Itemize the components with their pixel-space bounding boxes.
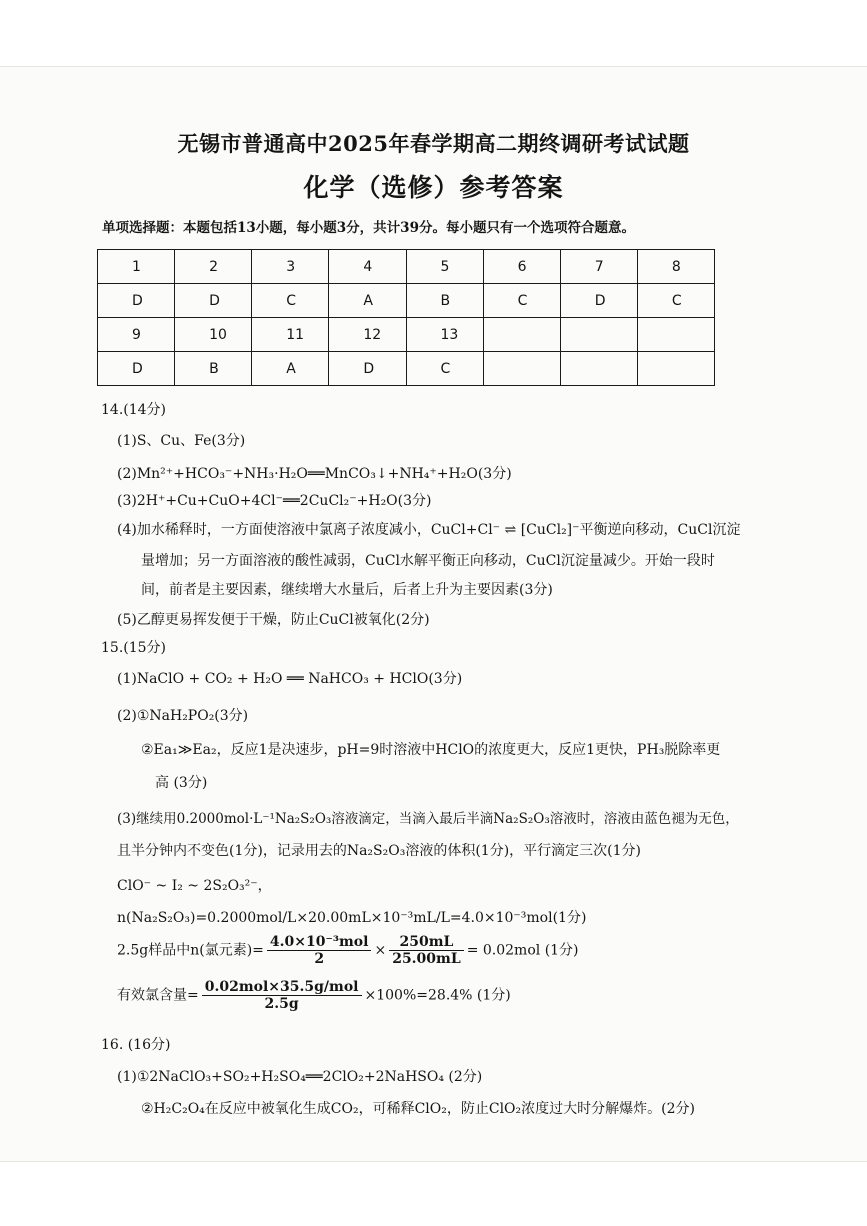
q14-answer-1: (1)S、Cu、Fe(3分) [117, 433, 246, 449]
question-number-cell [560, 250, 637, 284]
question-number-cell [252, 318, 329, 352]
fraction-1 [267, 934, 372, 967]
q14-answer-2: (2)Mn²⁺+HCO₃⁻+NH₃·H₂O══MnCO₃↓+NH₄⁺+H₂O(3分) [117, 466, 512, 482]
cell-text: 4 [363, 258, 373, 275]
question-number-cell [175, 318, 252, 352]
q15-heading: 15.(15分) [101, 640, 167, 656]
answer-row [98, 284, 715, 318]
cell-text: 5 [440, 258, 450, 275]
fraction-2-denominator: 25.00mL [392, 951, 461, 967]
answer-cell [406, 352, 483, 386]
cell-text: 8 [671, 258, 681, 275]
cell-text: 13 [440, 326, 459, 343]
exam-title: 无锡市普通高中2025年春学期高二期终调研考试试题 [177, 131, 690, 156]
q15-ratio: ClO⁻ ~ I₂ ~ 2S₂O₃²⁻， [117, 878, 272, 894]
cell-text: 1 [132, 258, 141, 275]
question-number-cell [560, 318, 637, 352]
cell-text: 12 [363, 326, 382, 343]
q15-answer-2-1: (2)①NaH₂PO₂(3分) [117, 708, 249, 724]
cell-text: D [132, 360, 143, 377]
section-intro: 单项选择题：本题包括13小题，每小题3分，共计39分。每小题只有一个选项符合题意。 [102, 220, 635, 236]
cell-text: C [440, 360, 451, 377]
q15-answer-2-2-line2: 高 (3分) [155, 775, 208, 791]
cell-text: A [363, 292, 373, 309]
q15-chlorine-moles [117, 934, 579, 967]
answer-cell [175, 284, 252, 318]
answer-cell [252, 352, 329, 386]
fraction-2 [389, 934, 464, 967]
question-number-cell [406, 318, 483, 352]
cell-text: B [440, 292, 451, 309]
answer-cell [329, 284, 406, 318]
question-number-row [98, 318, 715, 352]
question-number-cell [637, 250, 714, 284]
q14-answer-4-line3: 间，前者是主要因素，继续增大水量后，后者上升为主要因素(3分) [141, 582, 553, 598]
cell-text: 9 [132, 326, 141, 343]
question-number-cell [483, 250, 560, 284]
question-number-cell [252, 250, 329, 284]
cell-text: 10 [209, 326, 227, 343]
effective-chlorine-label: 有效氯含量= [117, 987, 199, 1004]
question-number-cell [329, 250, 406, 284]
chlorine-moles-label: 2.5g样品中n(氯元素)= [117, 942, 264, 959]
question-number-cell [98, 318, 175, 352]
q14-heading: 14.(14分) [101, 402, 167, 418]
q14-answer-4-line1: (4)加水稀释时，一方面使溶液中氯离子浓度减小，CuCl+Cl⁻ ⇌ [CuCl₂]⁻平衡逆向移动，CuCl沉淀 [117, 522, 741, 538]
cell-text: A [286, 360, 296, 377]
answer-cell [483, 352, 560, 386]
cell-text: 7 [594, 258, 604, 275]
cell-text: D [132, 292, 143, 309]
question-number-cell [329, 318, 406, 352]
q14-answer-5: (5)乙醇更易挥发便于干燥，防止CuCl被氧化(2分) [117, 612, 430, 628]
cell-text: 11 [286, 326, 305, 343]
q15-answer-2-2-line1: ②Ea₁≫Ea₂，反应1是决速步，pH=9时溶液中HClO的浓度更大，反应1更快，PH₃脱除率更 [141, 742, 721, 758]
cell-text: C [517, 292, 528, 309]
question-number-cell [406, 250, 483, 284]
cell-text: C [286, 292, 297, 309]
question-number-cell [175, 250, 252, 284]
chlorine-moles-result: = 0.02mol (1分) [466, 942, 579, 959]
cell-text: 3 [286, 258, 296, 275]
effective-chlorine-result: ×100%=28.4% (1分) [364, 987, 511, 1004]
cell-text: D [363, 360, 375, 377]
cell-text: D [209, 292, 220, 309]
answer-key-title: 化学（选修）参考答案 [303, 173, 564, 202]
answer-cell [98, 284, 175, 318]
answer-row [98, 352, 715, 386]
answer-cell [329, 352, 406, 386]
q14-answer-3: (3)2H⁺+Cu+CuO+4Cl⁻══2CuCl₂⁻+H₂O(3分) [117, 493, 432, 509]
q15-answer-1: (1)NaClO + CO₂ + H₂O ══ NaHCO₃ + HClO(3分) [117, 671, 463, 687]
answer-cell [406, 284, 483, 318]
answer-cell [637, 352, 714, 386]
fraction-1-denominator: 2 [314, 951, 325, 967]
times-sign: × [374, 942, 387, 959]
cell-text: C [671, 292, 682, 309]
q16-heading: 16. (16分) [101, 1037, 171, 1053]
q15-effective-chlorine [117, 979, 511, 1012]
q14-answer-4-line2: 量增加；另一方面溶液的酸性减弱，CuCl水解平衡正向移动，CuCl沉淀量减少。开始一段时 [141, 553, 715, 569]
q15-answer-3-line2: 且半分钟内不变色(1分)，记录用去的Na₂S₂O₃溶液的体积(1分)，平行滴定三次(1分) [117, 843, 641, 859]
fraction-3-numerator: 0.02mol×35.5g/mol [202, 979, 362, 996]
answer-cell [175, 352, 252, 386]
q15-answer-3-line1: (3)继续用0.2000mol·L⁻¹Na₂S₂O₃溶液滴定，当滴入最后半滴Na₂S₂O₃溶液时，溶液由蓝色褪为无色， [117, 811, 739, 827]
answer-cell [483, 284, 560, 318]
cell-text: D [594, 292, 606, 309]
fraction-3 [202, 979, 362, 1012]
answer-cell [637, 284, 714, 318]
fraction-2-numerator: 250mL [389, 934, 464, 951]
cell-text: 6 [517, 258, 527, 275]
question-number-cell [483, 318, 560, 352]
answer-cell [560, 284, 637, 318]
answer-cell [252, 284, 329, 318]
fraction-3-denominator: 2.5g [264, 996, 299, 1012]
answer-cell [560, 352, 637, 386]
answer-cell [98, 352, 175, 386]
cell-text: B [209, 360, 219, 377]
fraction-1-numerator: 4.0×10⁻³mol [267, 934, 372, 951]
question-number-row [98, 250, 715, 284]
q16-answer-1-2: ②H₂C₂O₄在反应中被氧化生成CO₂，可稀释ClO₂，防止ClO₂浓度过大时分解爆炸。(2分) [141, 1101, 695, 1117]
q15-moles-line: n(Na₂S₂O₃)=0.2000mol/L×20.00mL×10⁻³mL/L=4.0×10⁻³mol(1分) [117, 910, 587, 926]
cell-text: 2 [209, 258, 219, 275]
question-number-cell [98, 250, 175, 284]
question-number-cell [637, 318, 714, 352]
answer-table [97, 249, 715, 386]
q16-answer-1-1: (1)①2NaClO₃+SO₂+H₂SO₄══2ClO₂+2NaHSO₄ (2分) [117, 1069, 483, 1085]
